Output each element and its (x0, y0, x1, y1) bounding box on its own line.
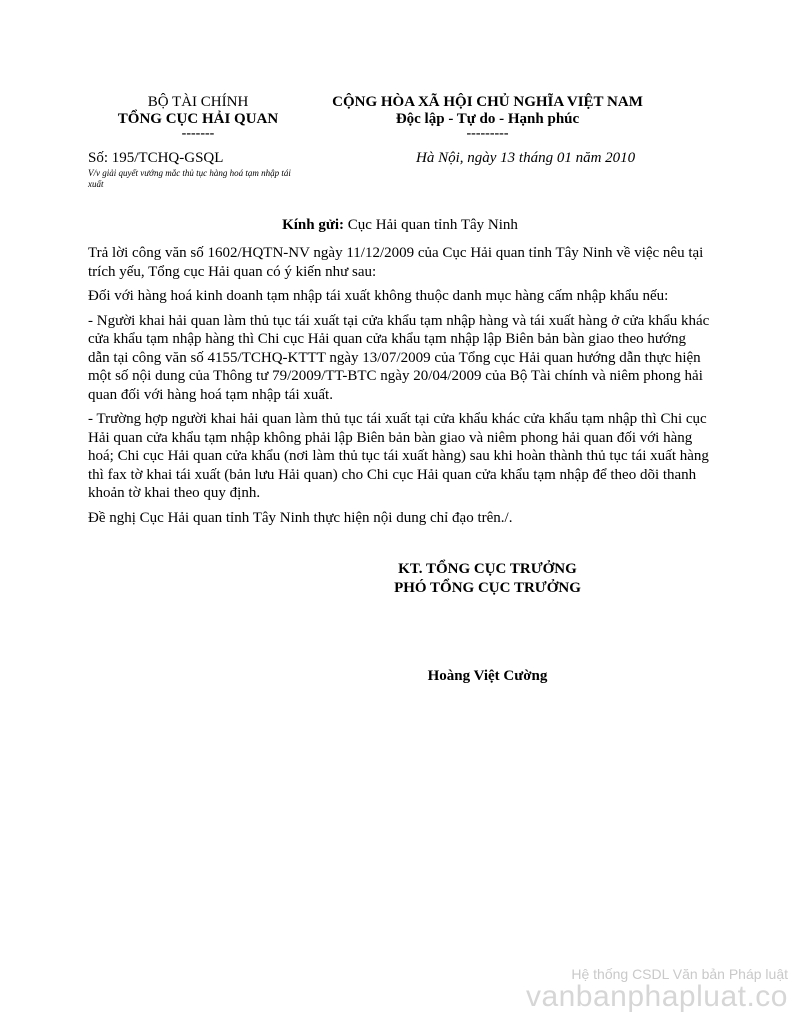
document-date: Hà Nội, ngày 13 tháng 01 năm 2010 (416, 150, 636, 166)
signature-subtitle: PHÓ TỔNG CỤC TRƯỞNG (394, 580, 581, 596)
right-divider: --------- (466, 126, 509, 141)
document-subject: V/v giải quyết vướng mắc thủ tục hàng hoá tạm nhập tái xuất (88, 168, 291, 189)
letter-body (88, 244, 710, 533)
signature-block (300, 560, 675, 598)
body-paragraph: - Trường hợp người khai hải quan làm thủ tục tái xuất tại cửa khẩu khác cửa khẩu tạm nhập thì Chi cục Hải quan cửa khẩu tạm nhập không phải lập Biên bản bàn giao và niêm phong hải quan đối với hàng hoá; Chi cục Hải quan cửa khẩu (nơi làm thủ tục tái xuất hàng) sau khi hoàn thành thủ tục tái xuất hàng thì fax tờ khai tái xuất (bản lưu Hải quan) cho Chi cục Hải quan cửa khẩu tạm nhập để theo dõi thanh khoản tờ khai theo quy định. (88, 411, 709, 501)
national-motto: Độc lập - Tự do - Hạnh phúc (395, 111, 580, 127)
department-name: TỔNG CỤC HẢI QUAN (117, 111, 279, 127)
issuer-block (88, 94, 308, 140)
body-paragraph: Đối với hàng hoá kinh doanh tạm nhập tái xuất không thuộc danh mục hàng cấm nhập khẩu nếu: (88, 288, 669, 304)
document-number: Số: 195/TCHQ-GSQL (88, 150, 224, 166)
watermark-caption: Hệ thống CSDL Văn bản Pháp luật (571, 966, 788, 982)
body-paragraph: Trả lời công văn số 1602/HQTN-NV ngày 11/12/2009 của Cục Hải quan tỉnh Tây Ninh về việc nêu tại trích yếu, Tổng cục Hải quan có ý kiến như sau: (88, 245, 704, 280)
signature-title: KT. TỔNG CỤC TRƯỞNG (398, 561, 577, 577)
recipient-label: Kính gửi: (282, 217, 345, 233)
body-paragraph: Đề nghị Cục Hải quan tỉnh Tây Ninh thực hiện nội dung chỉ đạo trên./. (88, 509, 513, 526)
ministry-name: BỘ TÀI CHÍNH (147, 94, 249, 110)
watermark-site: vanbanphapluat.co (525, 980, 788, 1013)
recipient-line (0, 217, 800, 234)
body-paragraph: - Người khai hải quan làm thủ tục tái xuất tại cửa khẩu tạm nhập hàng và tái xuất hàng ở cửa khẩu khác cửa khẩu tạm nhập hàng thì Chi cục Hải quan cửa khẩu tạm nhập lập Biên bản bàn giao theo hướng dẫn tại công văn số 4155/TCHQ-KTTT ngày 13/07/2009 của Tổng cục Hải quan hướng dẫn thực hiện một số nội dung của Thông tư 79/2009/TT-BTC ngày 20/04/2009 của Bộ Tài chính và niêm phong hải quan đối với hàng hoá tạm nhập tái xuất. (88, 312, 710, 403)
country-name: CỘNG HÒA XÃ HỘI CHỦ NGHĨA VIỆT NAM (332, 94, 643, 110)
left-divider: ------- (181, 126, 215, 141)
recipient-name: Cục Hải quan tỉnh Tây Ninh (344, 217, 518, 233)
signer-name: Hoàng Việt Cường (427, 668, 548, 684)
national-header (300, 94, 675, 140)
